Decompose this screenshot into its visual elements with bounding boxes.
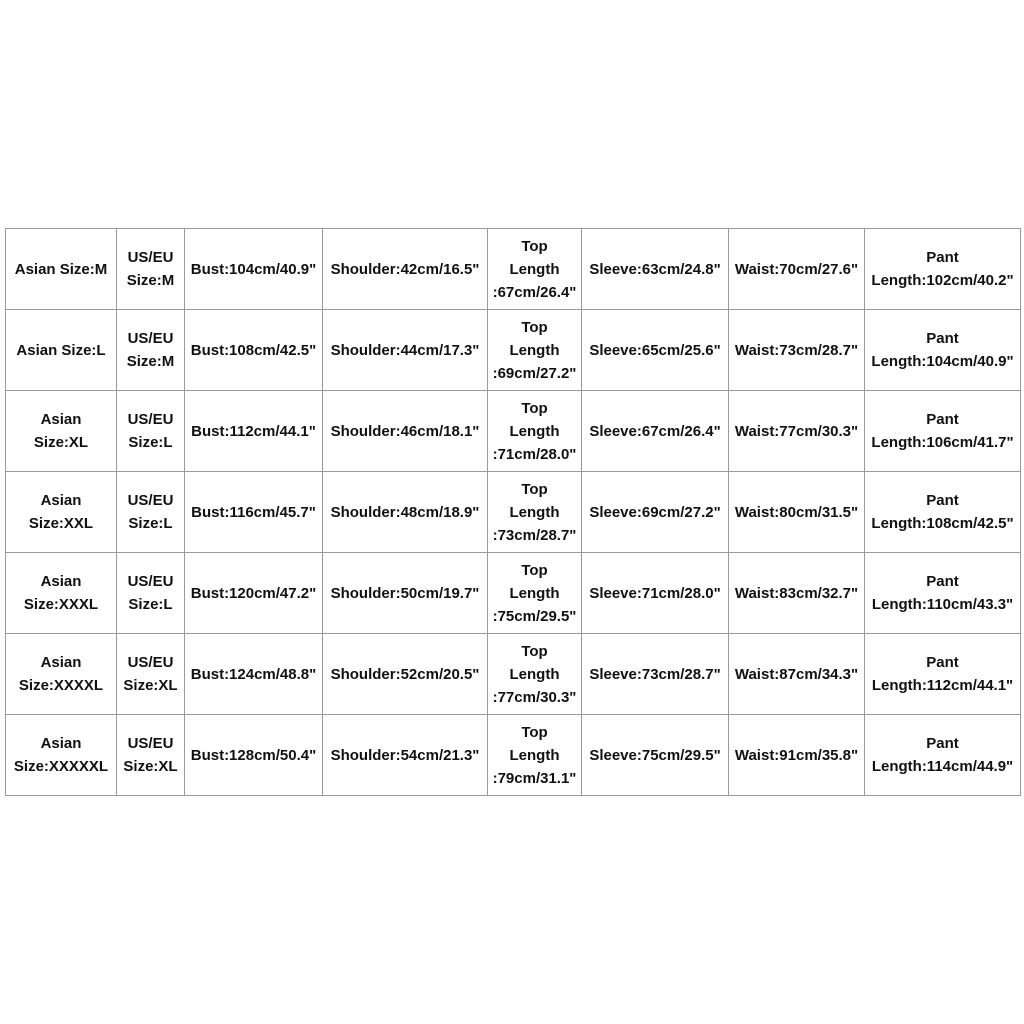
top-length-cell: Top Length :69cm/27.2" — [488, 310, 582, 391]
top-length-cell: Top Length :79cm/31.1" — [488, 715, 582, 796]
waist-cell: Waist:87cm/34.3" — [729, 634, 865, 715]
waist-cell: Waist:73cm/28.7" — [729, 310, 865, 391]
waist-cell: Waist:70cm/27.6" — [729, 229, 865, 310]
shoulder-cell: Shoulder:50cm/19.7" — [323, 553, 488, 634]
bust-cell: Bust:108cm/42.5" — [185, 310, 323, 391]
shoulder-cell: Shoulder:52cm/20.5" — [323, 634, 488, 715]
top-length-cell: Top Length :75cm/29.5" — [488, 553, 582, 634]
top-length-cell: Top Length :67cm/26.4" — [488, 229, 582, 310]
sleeve-cell: Sleeve:63cm/24.8" — [582, 229, 729, 310]
us-eu-size-cell: US/EU Size:M — [117, 229, 185, 310]
asian-size-cell: Asian Size:XL — [6, 391, 117, 472]
sleeve-cell: Sleeve:69cm/27.2" — [582, 472, 729, 553]
sleeve-cell: Sleeve:73cm/28.7" — [582, 634, 729, 715]
pant-length-cell: Pant Length:114cm/44.9" — [865, 715, 1021, 796]
waist-cell: Waist:91cm/35.8" — [729, 715, 865, 796]
us-eu-size-cell: US/EU Size:L — [117, 553, 185, 634]
sleeve-cell: Sleeve:71cm/28.0" — [582, 553, 729, 634]
sleeve-cell: Sleeve:65cm/25.6" — [582, 310, 729, 391]
pant-length-cell: Pant Length:108cm/42.5" — [865, 472, 1021, 553]
pant-length-cell: Pant Length:104cm/40.9" — [865, 310, 1021, 391]
sleeve-cell: Sleeve:75cm/29.5" — [582, 715, 729, 796]
bust-cell: Bust:128cm/50.4" — [185, 715, 323, 796]
us-eu-size-cell: US/EU Size:L — [117, 391, 185, 472]
asian-size-cell: Asian Size:XXXXXL — [6, 715, 117, 796]
waist-cell: Waist:83cm/32.7" — [729, 553, 865, 634]
table-row — [6, 472, 1021, 553]
shoulder-cell: Shoulder:48cm/18.9" — [323, 472, 488, 553]
shoulder-cell: Shoulder:44cm/17.3" — [323, 310, 488, 391]
table-row — [6, 310, 1021, 391]
us-eu-size-cell: US/EU Size:XL — [117, 634, 185, 715]
pant-length-cell: Pant Length:110cm/43.3" — [865, 553, 1021, 634]
us-eu-size-cell: US/EU Size:XL — [117, 715, 185, 796]
table-row — [6, 715, 1021, 796]
asian-size-cell: Asian Size:XXXXL — [6, 634, 117, 715]
pant-length-cell: Pant Length:102cm/40.2" — [865, 229, 1021, 310]
asian-size-cell: Asian Size:L — [6, 310, 117, 391]
sleeve-cell: Sleeve:67cm/26.4" — [582, 391, 729, 472]
waist-cell: Waist:80cm/31.5" — [729, 472, 865, 553]
bust-cell: Bust:124cm/48.8" — [185, 634, 323, 715]
asian-size-cell: Asian Size:XXXL — [6, 553, 117, 634]
bust-cell: Bust:104cm/40.9" — [185, 229, 323, 310]
table-row — [6, 229, 1021, 310]
pant-length-cell: Pant Length:106cm/41.7" — [865, 391, 1021, 472]
table-row — [6, 391, 1021, 472]
asian-size-cell: Asian Size:XXL — [6, 472, 117, 553]
bust-cell: Bust:112cm/44.1" — [185, 391, 323, 472]
pant-length-cell: Pant Length:112cm/44.1" — [865, 634, 1021, 715]
size-chart-table — [5, 228, 1021, 796]
top-length-cell: Top Length :71cm/28.0" — [488, 391, 582, 472]
shoulder-cell: Shoulder:42cm/16.5" — [323, 229, 488, 310]
asian-size-cell: Asian Size:M — [6, 229, 117, 310]
waist-cell: Waist:77cm/30.3" — [729, 391, 865, 472]
top-length-cell: Top Length :77cm/30.3" — [488, 634, 582, 715]
table-row — [6, 634, 1021, 715]
shoulder-cell: Shoulder:54cm/21.3" — [323, 715, 488, 796]
us-eu-size-cell: US/EU Size:L — [117, 472, 185, 553]
bust-cell: Bust:116cm/45.7" — [185, 472, 323, 553]
table-row — [6, 553, 1021, 634]
us-eu-size-cell: US/EU Size:M — [117, 310, 185, 391]
bust-cell: Bust:120cm/47.2" — [185, 553, 323, 634]
top-length-cell: Top Length :73cm/28.7" — [488, 472, 582, 553]
shoulder-cell: Shoulder:46cm/18.1" — [323, 391, 488, 472]
